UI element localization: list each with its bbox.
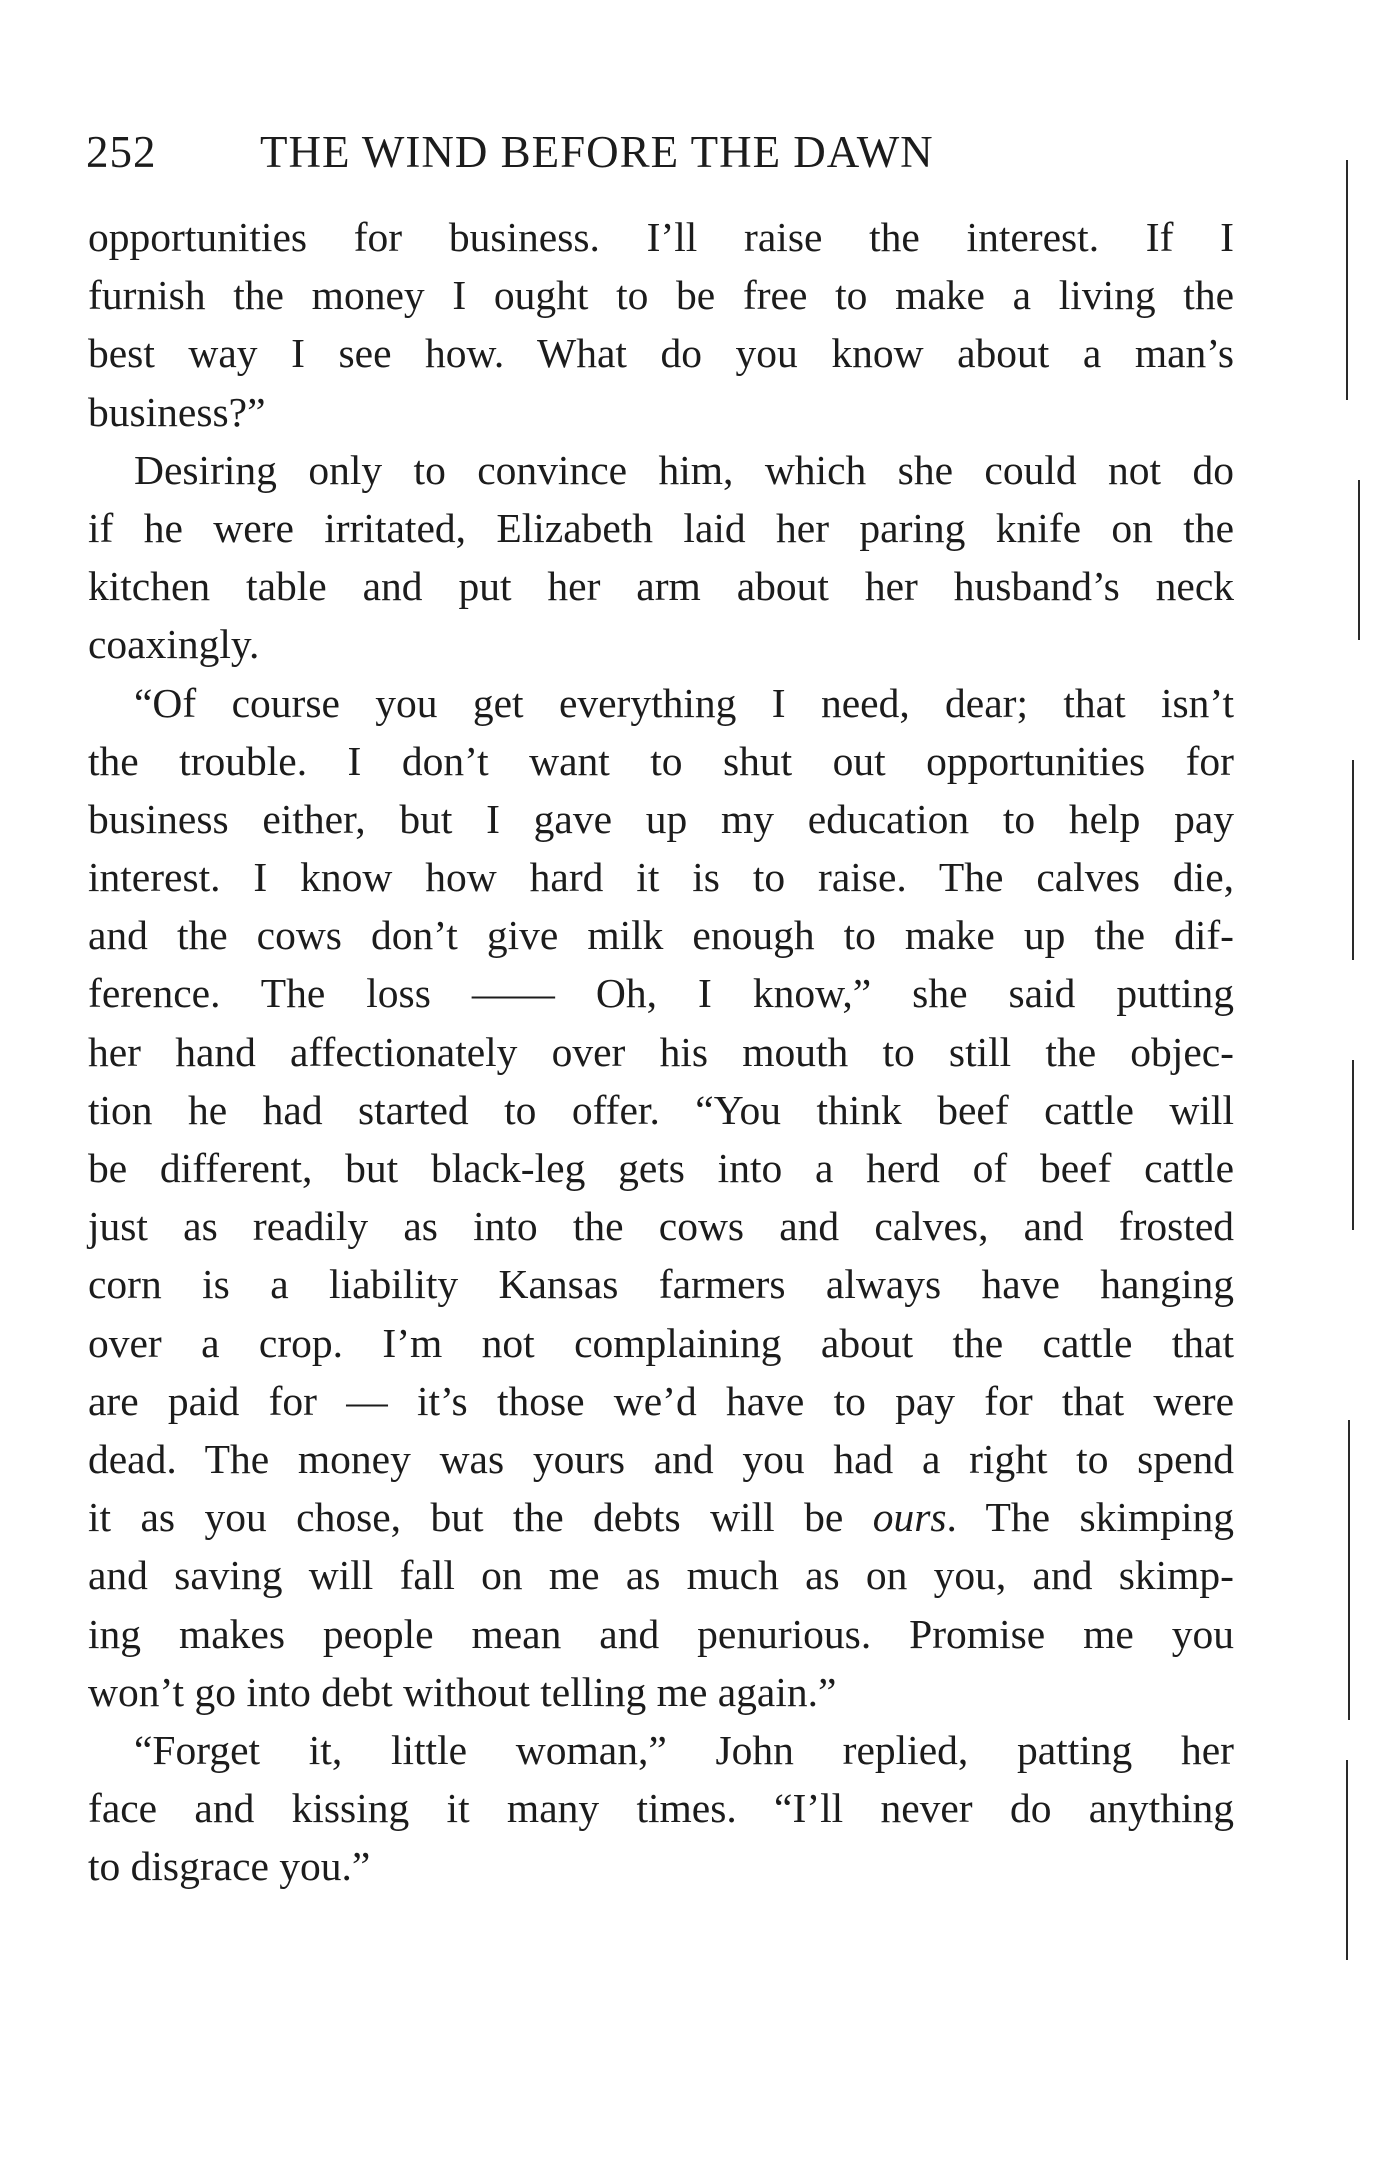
body-text (88, 208, 1234, 1895)
text-line: business either, but I gave up my education to help pay (88, 795, 1234, 842)
text-line: coaxingly. (88, 621, 260, 668)
paragraph-start-line: “Of course you get everything I need, dear; that isn’t (134, 679, 1234, 726)
running-title: THE WIND BEFORE THE DAWN (260, 127, 934, 177)
text-line: furnish the money I ought to be free to make a living the (88, 272, 1234, 319)
text-line: to disgrace you.” (88, 1843, 371, 1890)
text-line: face and kissing it many times. “I’ll never do anything (88, 1785, 1234, 1832)
text-line: corn is a liability Kansas farmers always have hanging (88, 1261, 1234, 1308)
paragraph-start-line: Desiring only to convince him, which she could not do (134, 446, 1234, 493)
emphasized-word: ours (872, 1494, 947, 1541)
scan-margin-line (1352, 760, 1354, 960)
scan-margin-line (1358, 480, 1360, 640)
text-segment: it as you chose, but the debts will be (88, 1494, 873, 1541)
text-line: and saving will fall on me as much as on you, and skimp- (88, 1552, 1234, 1599)
text-line: the trouble. I don’t want to shut out opportunities for (88, 737, 1234, 784)
scan-margin-line (1346, 160, 1348, 400)
text-line: ing makes people mean and penurious. Promise me you (88, 1610, 1234, 1657)
text-line: her hand affectionately over his mouth to still the objec- (88, 1028, 1234, 1075)
text-line: best way I see how. What do you know about a man’s (88, 330, 1234, 377)
text-segment: . The skimping (946, 1494, 1234, 1541)
text-line-with-emphasis (88, 1488, 1234, 1546)
text-line: won’t go into debt without telling me again.” (88, 1668, 837, 1715)
text-line: over a crop. I’m not complaining about the cattle that (88, 1319, 1234, 1366)
text-line: opportunities for business. I’ll raise the interest. If I (88, 214, 1234, 260)
text-line: just as readily as into the cows and calves, and frosted (88, 1203, 1234, 1250)
text-line: dead. The money was yours and you had a right to spend (88, 1435, 1234, 1482)
text-line: interest. I know how hard it is to raise. The calves die, (88, 854, 1234, 901)
page-number: 252 (86, 127, 157, 177)
text-line: be different, but black-leg gets into a herd of beef cattle (88, 1145, 1234, 1191)
paragraph-start-line: “Forget it, little woman,” John replied, patting her (134, 1726, 1234, 1773)
text-line: tion he had started to offer. “You think beef cattle will (88, 1086, 1234, 1133)
text-line: ference. The loss —— Oh, I know,” she said putting (88, 970, 1234, 1017)
running-header (86, 122, 1236, 182)
text-line: if he were irritated, Elizabeth laid her paring knife on the (88, 504, 1234, 551)
scan-margin-line (1352, 1060, 1354, 1230)
text-line: business?” (88, 388, 266, 435)
scan-margin-line (1348, 1420, 1350, 1720)
text-line: kitchen table and put her arm about her husband’s neck (88, 563, 1234, 610)
text-line: and the cows don’t give milk enough to make up the dif- (88, 912, 1234, 959)
scan-margin-line (1346, 1760, 1348, 1960)
text-line: are paid for — it’s those we’d have to pay for that were (88, 1377, 1234, 1424)
